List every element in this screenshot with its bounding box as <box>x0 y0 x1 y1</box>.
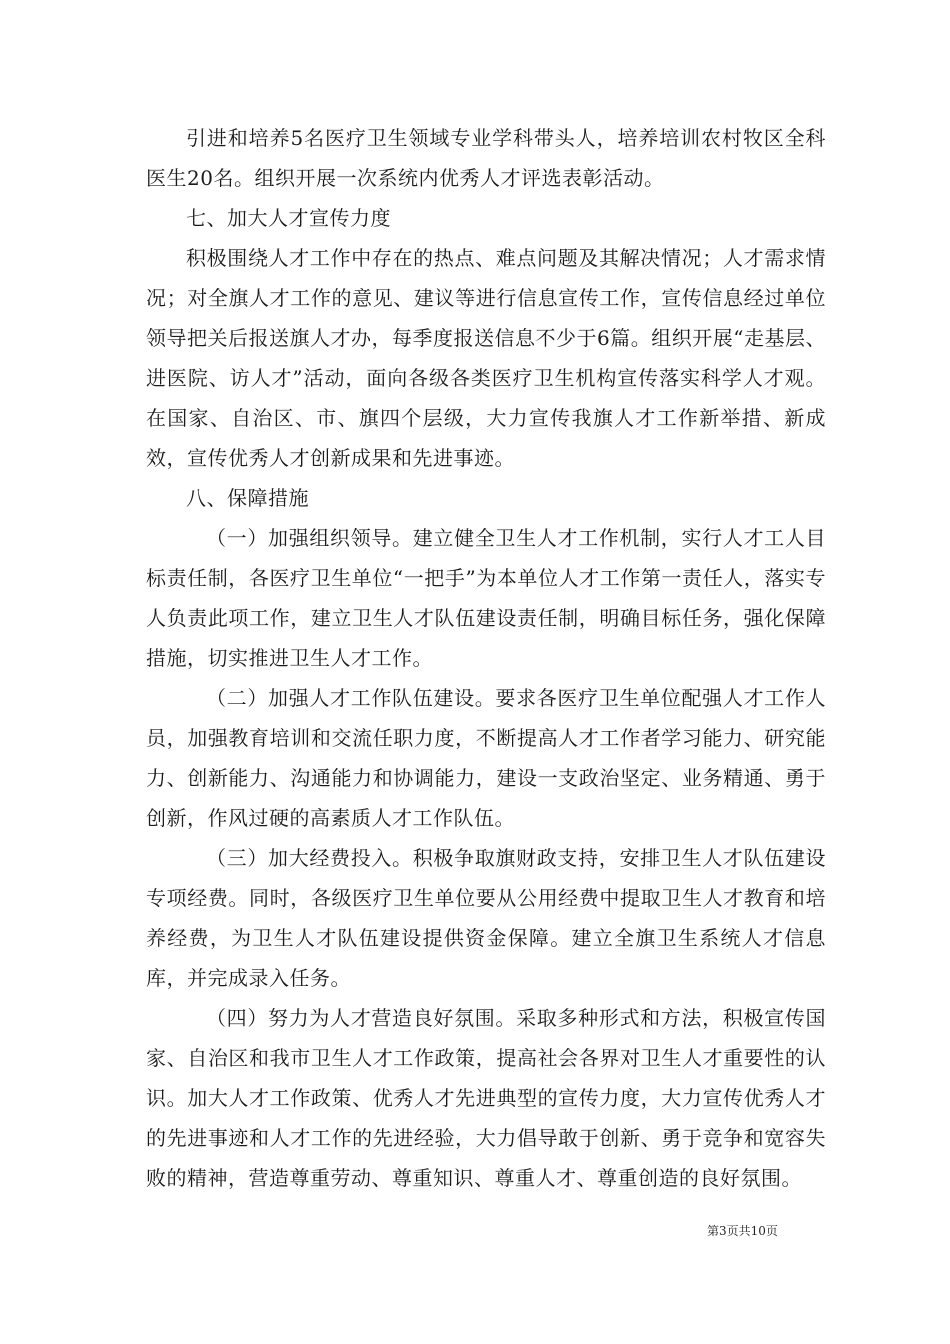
page-number: 第3页共10页 <box>707 1224 778 1238</box>
section-heading-8: 八、保障措施 <box>186 486 309 510</box>
paragraph-publicity: 积极围绕人才工作中存在的热点、难点问题及其解决情况；人才需求情况；对全旗人才工作的意见、建议等进行信息宣传工作，宣传信息经过单位领导把关后报送旗人才办，每季度报送信息不少于6篇。组织开展“走基层、进医院、访人才”活动，面向各级各类医疗卫生机构宣传落实科学人才观。在国家、自治区、市、旗四个层级，大力宣传我旗人才工作新举措、新成效，宣传优秀人才创新成果和先进事迹。 <box>146 246 826 470</box>
document-body <box>146 118 826 1198</box>
paragraph-measure-2: （二）加强人才工作队伍建设。要求各医疗卫生单位配强人才工作人员，加强教育培训和交流任职力度，不断提高人才工作者学习能力、研究能力、创新能力、沟通能力和协调能力，建设一支政治坚定、业务精通、勇于创新，作风过硬的高素质人才工作队伍。 <box>146 686 826 830</box>
paragraph-measure-1: （一）加强组织领导。建立健全卫生人才工作机制，实行人才工人目标责任制，各医疗卫生单位“一把手”为本单位人才工作第一责任人，落实专人负责此项工作，建立卫生人才队伍建设责任制，明确目标任务，强化保障措施，切实推进卫生人才工作。 <box>146 526 826 670</box>
paragraph-talent-introduction: 引进和培养5名医疗卫生领域专业学科带头人，培养培训农村牧区全科医生20名。组织开展一次系统内优秀人才评选表彰活动。 <box>146 126 826 190</box>
paragraph-measure-3: （三）加大经费投入。积极争取旗财政支持，安排卫生人才队伍建设专项经费。同时，各级医疗卫生单位要从公用经费中提取卫生人才教育和培养经费，为卫生人才队伍建设提供资金保障。建立全旗卫生系统人才信息库，并完成录入任务。 <box>146 846 826 990</box>
paragraph-measure-4: （四）努力为人才营造良好氛围。采取多种形式和方法，积极宣传国家、自治区和我市卫生人才工作政策，提高社会各界对卫生人才重要性的认识。加大人才工作政策、优秀人才先进典型的宣传力度，大力宣传优秀人才的先进事迹和人才工作的先进经验，大力倡导敢于创新、勇于竞争和宽容失败的精神，营造尊重劳动、尊重知识、尊重人才、尊重创造的良好氛围。 <box>146 1006 826 1190</box>
section-heading-7: 七、加大人才宣传力度 <box>186 206 391 230</box>
